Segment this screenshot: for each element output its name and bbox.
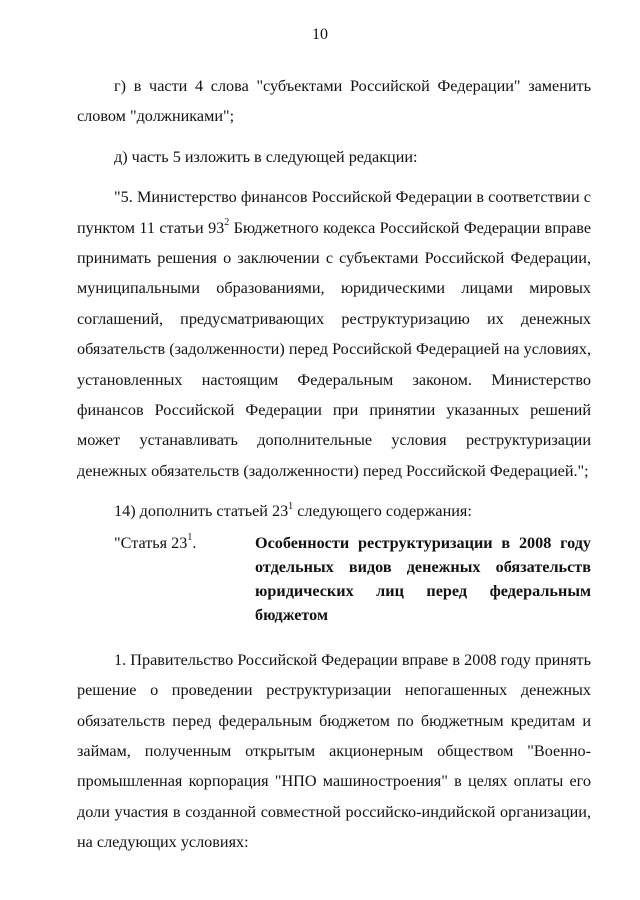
part-5-text-end: Бюджетного кодекса Российской Федерации вправе принимать решения о заключении с субъектами Российской Федерации, муниципальными образованиями, юридическими лицами мировых соглашений, предусматривающих реструктуризацию их денежных обязательств (задолженности) перед Российской Федерацией на условиях, установленных настоящим Федеральным законом. Министерство финансов Российской Федерации при принятии указанных решений может устанавливать дополнительные условия реструктуризации денежных обязательств (задолженности) перед Российской Федерацией.";: [77, 218, 592, 480]
article-superscript: 2: [224, 217, 230, 229]
item-14-text-start: 14) дополнить статьей 23: [114, 502, 289, 521]
item-14-text-end: следующего содержания:: [293, 502, 472, 521]
paragraph-g: г) в части 4 слова "субъектами Российской Федерации" заменить словом "должниками";: [77, 77, 591, 126]
document-body: [77, 71, 591, 858]
article-title: Особенности реструктуризации в 2008 году отдельных видов денежных обязательств юридических лиц перед федеральным бюджетом: [255, 533, 591, 624]
article-label-end: .: [192, 533, 197, 552]
article-heading: [77, 527, 591, 627]
article-paragraph-1: 1. Правительство Российской Федерации вправе в 2008 году принять решение о проведении реструктуризации непогашенных денежных обязательств перед федеральным бюджетом по бюджетным кредитам и займам, полученным открытым акционерным обществом "Военно-промышленная корпорация "НПО машиностроения" в целях оплаты его доли участия в созданной совместной российско-индийской организации, на следующих условиях:: [77, 650, 591, 852]
article-label-text: "Статья 23: [114, 533, 188, 552]
paragraph-item-14: [77, 496, 591, 526]
part-5-text-start: "5. Министерство финансов Российской Федерации в соответствии с пунктом 11 статьи 93: [77, 188, 591, 237]
paragraph-part-5: [77, 182, 591, 486]
article-superscript: 1: [288, 500, 294, 512]
article-superscript: 1: [187, 532, 193, 544]
article-label: [77, 531, 255, 627]
paragraph-d: д) часть 5 изложить в следующей редакции:: [114, 147, 418, 166]
page-number: 10: [312, 26, 328, 43]
